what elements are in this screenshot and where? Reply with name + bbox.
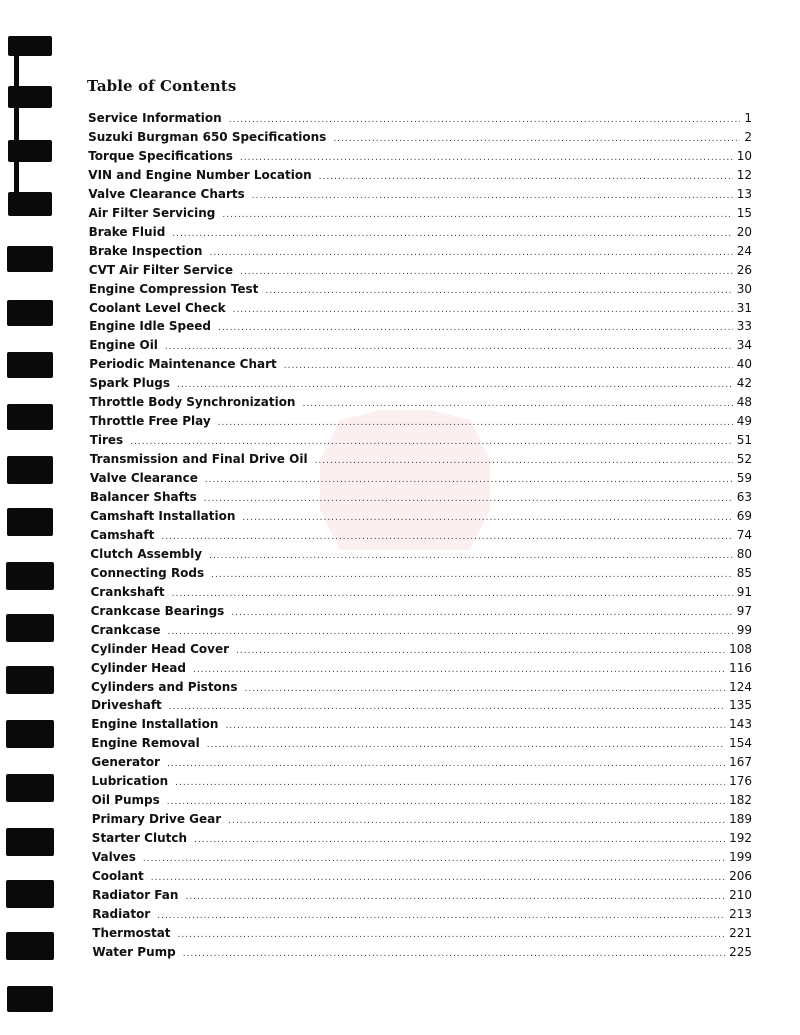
toc-entry-page: 69	[736, 508, 752, 523]
toc-entry-title: Engine Removal	[91, 736, 200, 751]
toc-entry[interactable]	[91, 583, 753, 601]
toc-dot-leader	[242, 509, 732, 527]
toc-entry-page: 10	[736, 148, 752, 163]
toc-entry-page: 97	[736, 603, 752, 618]
toc-entry-title: Driveshaft	[91, 698, 162, 713]
toc-dot-leader	[229, 111, 741, 129]
toc-entry-page: 80	[736, 546, 752, 561]
toc-entry-page: 167	[729, 755, 752, 770]
toc-dot-leader	[211, 566, 733, 584]
toc-entry-title: Tires	[89, 433, 124, 448]
toc-entry[interactable]	[89, 223, 752, 241]
binding-mark	[6, 562, 54, 590]
toc-entry[interactable]	[91, 659, 752, 677]
toc-entry[interactable]	[92, 848, 752, 866]
toc-entry-title: Crankcase	[90, 622, 161, 637]
toc-entry-title: Throttle Free Play	[89, 414, 211, 429]
toc-entry-page: 182	[729, 793, 752, 808]
toc-dot-leader	[218, 414, 733, 432]
toc-dot-leader	[183, 945, 725, 963]
toc-dot-leader	[333, 130, 740, 148]
toc-entry[interactable]	[91, 734, 752, 752]
toc-entry-title: Connecting Rods	[90, 565, 205, 580]
binding-mark	[7, 986, 53, 1012]
toc-dot-leader	[169, 698, 725, 716]
binding-mark	[6, 666, 54, 694]
toc-entry[interactable]	[90, 450, 752, 468]
toc-entry[interactable]	[88, 128, 752, 146]
toc-entry-page: 210	[729, 887, 752, 902]
toc-entry-title: Air Filter Servicing	[88, 205, 216, 220]
toc-entry-page: 99	[736, 622, 752, 637]
toc-entry[interactable]	[91, 621, 752, 639]
toc-dot-leader	[167, 755, 725, 773]
binding-mark	[7, 300, 53, 326]
toc-entry-title: Valve Clearance	[89, 471, 198, 486]
toc-entry-page: 199	[729, 850, 752, 865]
toc-entry[interactable]	[89, 317, 752, 335]
toc-entry-page: 189	[729, 812, 752, 827]
toc-dot-leader	[185, 888, 725, 906]
toc-entry[interactable]	[88, 109, 752, 127]
binding-mark	[6, 720, 54, 748]
toc-entry-title: Transmission and Final Drive Oil	[89, 452, 308, 467]
toc-entry[interactable]	[88, 147, 752, 165]
toc-entry-title: Engine Installation	[91, 717, 219, 732]
toc-entry[interactable]	[90, 507, 752, 525]
toc-entry[interactable]	[89, 242, 752, 260]
toc-entry-title: Coolant Level Check	[89, 300, 226, 315]
binding-mark	[6, 614, 54, 642]
toc-entry-page: 206	[729, 869, 752, 883]
toc-entry-page: 49	[736, 414, 752, 429]
toc-entry[interactable]	[89, 355, 752, 373]
binding-mark	[7, 508, 53, 536]
toc-entry-page: 24	[736, 243, 752, 258]
toc-entry-page: 51	[736, 433, 752, 448]
toc-entry-title: Valves	[91, 850, 136, 865]
toc-dot-leader	[157, 907, 725, 925]
toc-dot-leader	[175, 774, 725, 792]
toc-entry-title: Primary Drive Gear	[91, 812, 222, 827]
binding-mark	[7, 352, 53, 378]
toc-entry[interactable]	[90, 412, 752, 430]
toc-dot-leader	[172, 585, 733, 603]
spiral-binding	[0, 0, 60, 1035]
toc-entry-page: 33	[736, 319, 752, 334]
toc-dot-leader	[240, 149, 733, 167]
toc-entry-title: Periodic Maintenance Chart	[89, 357, 277, 372]
toc-dot-leader	[161, 528, 732, 546]
toc-dot-leader	[205, 471, 733, 489]
toc-dot-leader	[207, 736, 725, 754]
toc-entry[interactable]	[91, 715, 752, 733]
toc-dot-leader	[130, 433, 733, 451]
toc-entry-page: 26	[736, 262, 752, 277]
toc-dot-leader	[193, 661, 725, 679]
binding-mark	[7, 246, 53, 272]
toc-dot-leader	[225, 717, 725, 735]
toc-dot-leader	[245, 680, 726, 698]
toc-dot-leader	[302, 395, 732, 413]
toc-entry[interactable]	[92, 867, 752, 885]
page-title: Table of Contents	[87, 77, 237, 95]
toc-entry[interactable]	[92, 772, 753, 790]
toc-entry-page: 176	[729, 774, 752, 789]
toc-entry-page: 225	[729, 944, 752, 959]
toc-dot-leader	[218, 319, 733, 337]
binding-mark	[7, 456, 53, 484]
toc-entry[interactable]	[91, 602, 752, 620]
toc-entry-title: Clutch Assembly	[90, 546, 203, 561]
toc-entry-title: VIN and Engine Number Location	[88, 167, 312, 182]
toc-entry-page: 124	[729, 679, 752, 694]
toc-dot-leader	[177, 376, 733, 394]
toc-entry-title: Thermostat	[92, 925, 171, 940]
toc-dot-leader	[319, 168, 733, 186]
toc-entry-page: 13	[736, 186, 752, 201]
toc-entry-title: Brake Inspection	[88, 243, 203, 258]
toc-entry-title: Brake Fluid	[88, 224, 166, 239]
toc-entry-title: Valve Clearance Charts	[88, 186, 245, 201]
toc-entry[interactable]	[90, 526, 752, 544]
toc-entry-title: Water Pump	[92, 944, 176, 959]
toc-dot-leader	[168, 623, 733, 641]
toc-entry-title: Radiator Fan	[92, 887, 179, 902]
toc-entry-page: 85	[736, 565, 752, 580]
toc-entry[interactable]	[89, 374, 752, 392]
toc-entry-page: 42	[736, 376, 752, 391]
toc-entry-title: Cylinders and Pistons	[91, 679, 238, 694]
toc-dot-leader	[265, 282, 732, 300]
toc-entry-title: Coolant	[92, 869, 144, 883]
toc-entry-page: 12	[736, 167, 752, 182]
toc-entry-page: 1	[744, 111, 752, 125]
toc-entry-page: 40	[736, 357, 752, 372]
toc-dot-leader	[143, 850, 725, 868]
toc-entry-page: 48	[736, 395, 752, 410]
toc-entry-title: Service Information	[88, 111, 222, 125]
binding-mark	[6, 932, 54, 960]
toc-entry[interactable]	[91, 696, 752, 714]
toc-entry-page: 20	[736, 224, 752, 239]
toc-entry-page: 34	[736, 338, 752, 353]
binding-mark	[7, 404, 53, 430]
toc-dot-leader	[178, 926, 726, 944]
toc-entry-title: Throttle Body Synchronization	[89, 395, 296, 410]
toc-entry[interactable]	[89, 336, 752, 354]
toc-entry-page: 135	[729, 698, 752, 713]
binding-mark	[6, 880, 54, 908]
toc-entry-title: Cylinder Head Cover	[90, 641, 229, 656]
toc-entry-title: Balancer Shafts	[90, 490, 197, 504]
toc-entry-title: Suzuki Burgman 650 Specifications	[88, 129, 327, 144]
toc-entry[interactable]	[88, 166, 752, 184]
toc-entry-page: 108	[729, 641, 752, 656]
toc-dot-leader	[222, 206, 732, 224]
toc-entry-title: Lubrication	[91, 774, 169, 789]
toc-entry[interactable]	[91, 678, 752, 696]
toc-entry-page: 213	[729, 906, 752, 921]
toc-dot-leader	[151, 869, 725, 887]
toc-entry-page: 2	[744, 129, 752, 144]
toc-dot-leader	[228, 812, 725, 830]
toc-entry[interactable]	[90, 488, 752, 506]
toc-entry-page: 59	[736, 471, 752, 486]
toc-entry[interactable]	[92, 810, 752, 828]
toc-entry-page: 91	[736, 584, 752, 599]
toc-entry-title: Camshaft	[90, 527, 155, 542]
toc-entry-page: 30	[736, 281, 752, 296]
toc-entry-page: 31	[736, 300, 752, 315]
toc-entry-page: 15	[736, 205, 752, 220]
toc-entry-title: Camshaft Installation	[90, 508, 236, 523]
toc-entry-title: Crankshaft	[90, 584, 165, 599]
toc-entry-title: Torque Specifications	[88, 148, 233, 163]
toc-entry-title: Generator	[91, 755, 160, 770]
toc-entry[interactable]	[89, 280, 752, 298]
toc-dot-leader	[231, 604, 732, 622]
toc-entry[interactable]	[90, 564, 752, 582]
toc-entry-page: 52	[736, 452, 752, 467]
toc-entry-page: 154	[729, 736, 752, 751]
toc-dot-leader	[172, 225, 732, 243]
toc-dot-leader	[204, 490, 733, 508]
toc-dot-leader	[165, 338, 733, 356]
toc-entry-page: 221	[729, 925, 752, 940]
toc-entry-title: Engine Oil	[89, 338, 158, 353]
toc-dot-leader	[194, 831, 725, 849]
toc-dot-leader	[240, 263, 733, 281]
toc-entry-title: Crankcase Bearings	[90, 603, 225, 618]
toc-entry-title: Engine Idle Speed	[89, 319, 211, 334]
toc-entry-page: 192	[729, 831, 752, 846]
binding-spine	[14, 40, 19, 200]
toc-entry[interactable]	[91, 753, 752, 771]
toc-entry[interactable]	[90, 393, 753, 411]
toc-entry-title: Oil Pumps	[91, 793, 160, 808]
toc-entry-page: 116	[729, 660, 752, 675]
toc-entry-title: Starter Clutch	[91, 831, 188, 846]
toc-entry[interactable]	[89, 299, 752, 317]
toc-entry-title: CVT Air Filter Service	[88, 262, 234, 277]
toc-entry[interactable]	[89, 261, 752, 279]
toc-entry[interactable]	[90, 431, 752, 449]
toc-entry[interactable]	[92, 905, 752, 923]
toc-dot-leader	[236, 642, 725, 660]
toc-entry-title: Radiator	[92, 906, 151, 921]
toc-entry[interactable]	[92, 924, 752, 942]
binding-mark	[6, 828, 54, 856]
toc-entry[interactable]	[92, 886, 752, 904]
toc-dot-leader	[209, 244, 732, 262]
toc-dot-leader	[315, 452, 733, 470]
toc-entry-title: Spark Plugs	[89, 376, 170, 391]
toc-entry-title: Engine Compression Test	[88, 281, 259, 296]
toc-entry[interactable]	[92, 829, 752, 847]
toc-entry-page: 74	[736, 527, 752, 542]
toc-entry[interactable]	[92, 943, 752, 961]
toc-entry[interactable]	[92, 791, 752, 809]
toc-entry-page: 143	[729, 717, 752, 732]
toc-dot-leader	[284, 357, 733, 375]
toc-dot-leader	[252, 187, 733, 205]
toc-entry[interactable]	[90, 469, 752, 487]
toc-entry[interactable]	[91, 640, 752, 658]
toc-entry[interactable]	[88, 185, 752, 203]
binding-mark	[6, 774, 54, 802]
toc-dot-leader	[209, 547, 733, 565]
toc-entry[interactable]	[89, 204, 753, 222]
toc-dot-leader	[233, 301, 733, 319]
toc-entry-page: 63	[736, 490, 752, 504]
toc-entry[interactable]	[90, 545, 752, 563]
toc-entry-title: Cylinder Head	[90, 660, 186, 675]
toc-dot-leader	[167, 793, 725, 811]
